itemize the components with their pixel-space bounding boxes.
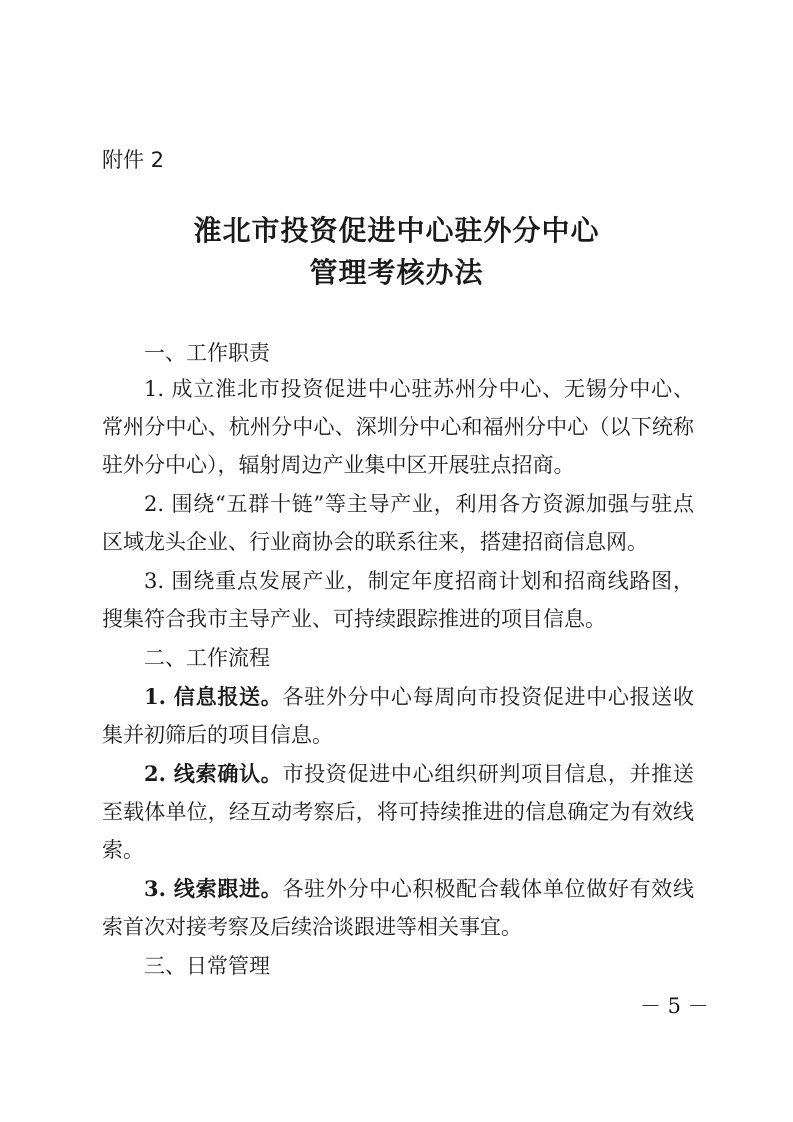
item-label: 1. 信息报送。 [144, 684, 283, 709]
paragraph-line: 3. 围绕重点发展产业，制定年度招商计划和招商线路图， [144, 569, 694, 593]
page-number: － 5 － [640, 994, 709, 1018]
item-text: 各驻外分中心积极配合载体单位做好有效线 [282, 877, 694, 901]
paragraph-line: 集并初筛后的项目信息。 [102, 723, 333, 747]
item-label: 2. 线索确认。 [144, 761, 283, 786]
item-label: 3. 线索跟进。 [144, 876, 283, 901]
paragraph-line [102, 759, 694, 789]
item-text: 市投资促进中心组织研判项目信息，并推送 [282, 762, 694, 786]
paragraph-line: 至载体单位，经互动考察后，将可持续推进的信息确定为有效线 [102, 800, 694, 824]
attachment-label: 附件 2 [102, 148, 165, 172]
paragraph-line: 常州分中心、杭州分中心、深圳分中心和福州分中心（以下统称 [102, 415, 694, 439]
paragraph-line [102, 874, 694, 904]
paragraph-line: 索。 [102, 838, 144, 862]
paragraph-line: 搜集符合我市主导产业、可持续跟踪推进的项目信息。 [102, 607, 606, 631]
document-title-line-1: 淮北市投资促进中心驻外分中心 [193, 214, 600, 247]
section-heading-management: 三、日常管理 [144, 954, 270, 978]
paragraph-line: 2. 围绕“五群十链”等主导产业，利用各方资源加强与驻点 [144, 492, 694, 516]
paragraph-line: 驻外分中心），辐射周边产业集中区开展驻点招商。 [102, 453, 575, 477]
paragraph-line: 区域龙头企业、行业商协会的联系往来，搭建招商信息网。 [102, 530, 648, 554]
paragraph-line: 索首次对接考察及后续洽谈跟进等相关事宜。 [102, 915, 522, 939]
paragraph-line: 1. 成立淮北市投资促进中心驻苏州分中心、无锡分中心、 [144, 377, 694, 401]
section-heading-workflow: 二、工作流程 [144, 646, 270, 670]
section-heading-duties: 一、工作职责 [144, 341, 270, 365]
item-text: 各驻外分中心每周向市投资促进中心报送收 [282, 685, 694, 709]
paragraph-line [102, 682, 694, 712]
document-title-line-2: 管理考核办法 [309, 256, 484, 289]
